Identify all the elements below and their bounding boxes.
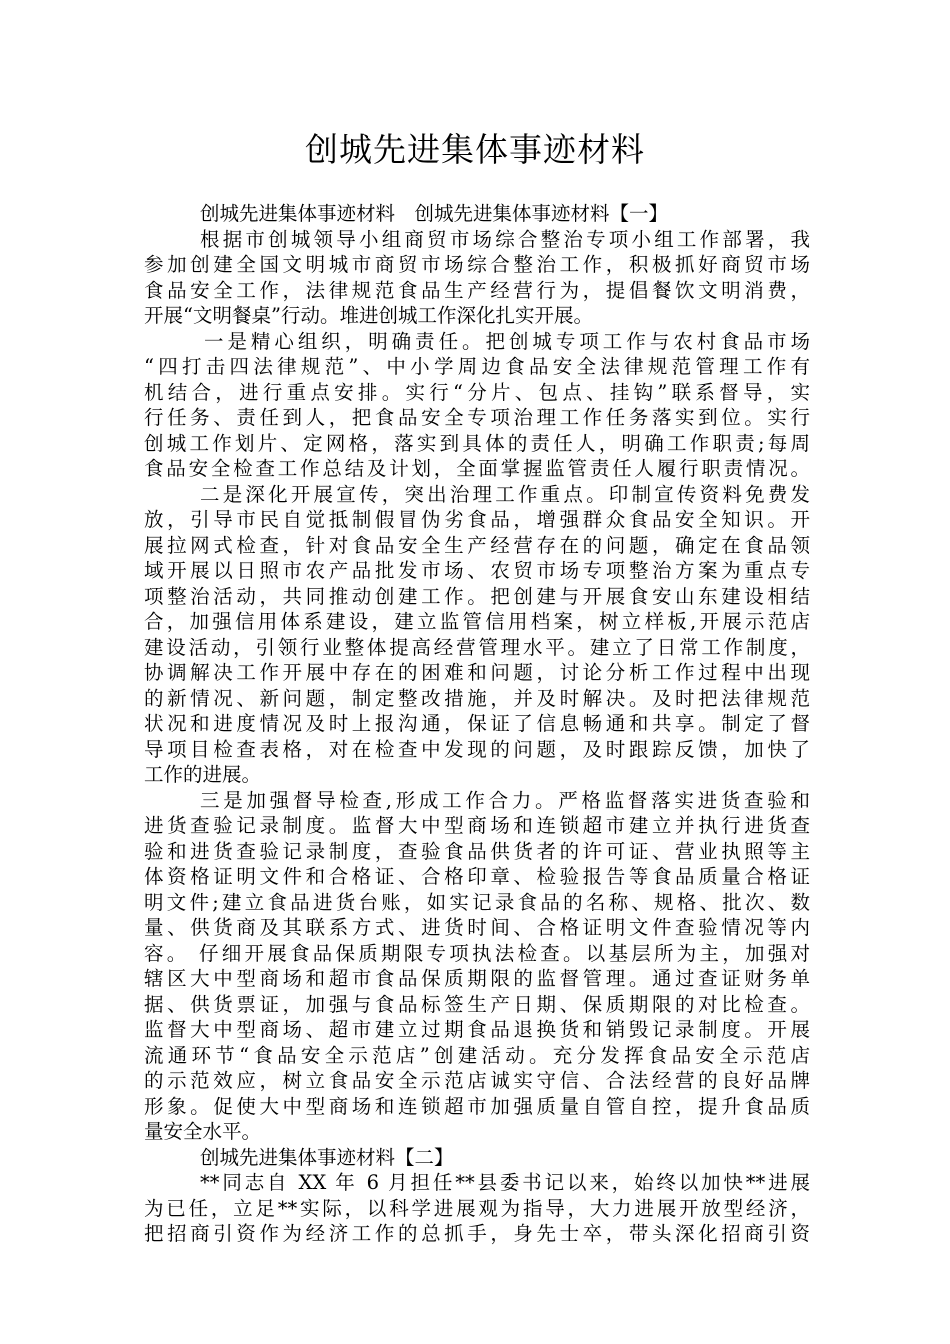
body-text-line: 量安全水平。 <box>144 1120 262 1143</box>
body-text-line: 根据市创城领导小组商贸市场综合整治专项小组工作部署，我 <box>200 227 810 251</box>
body-text-line: 进货查验记录制度。监督大中型商场和连锁超市建立并执行进货查 <box>144 814 810 837</box>
body-text-line: 开展“文明餐桌”行动。堆进创城工作深化扎实开展。 <box>144 304 593 327</box>
body-text-line: 食品安全工作，法律规范食品生产经营行为，提倡餐饮文明消费， <box>144 278 810 302</box>
body-text-line: 状况和进度情况及时上报沟通，保证了信息畅通和共享。制定了督 <box>144 712 810 735</box>
body-text-line: 据、供货票证，加强与食品标签生产日期、保质期限的对比检查。 <box>144 992 810 1016</box>
body-text-line: 行任务、责任到人，把食品安全专项治理工作任务落实到位。实行 <box>144 406 810 429</box>
body-text-line: 流通环节“食品安全示范店”创建活动。充分发挥食品安全示范店 <box>144 1043 810 1067</box>
document-title: 创城先进集体事迹材料 <box>305 130 645 169</box>
body-text-line: 容。 仔细开展食品保质期限专项执法检查。以基层所为主，加强对 <box>144 941 810 965</box>
body-text-line: 监督大中型商场、超市建立过期食品退换货和销毁记录制度。开展 <box>144 1018 810 1041</box>
body-text-line: 一是精心组织，明确责任。把创城专项工作与农村食品市场 <box>204 329 810 353</box>
body-text-line: 参加创建全国文明城市商贸市场综合整治工作，积极抓好商贸市场 <box>144 253 810 276</box>
body-text-line: “四打击四法律规范”、中小学周边食品安全法律规范管理工作有 <box>144 355 810 378</box>
body-text-line: 机结合，进行重点安排。实行“分片、包点、挂钩”联系督导，实 <box>144 380 810 404</box>
body-text-line: 的新情况、新问题，制定整改措施，并及时解决。及时把法律规范 <box>144 686 810 710</box>
body-text-line: 项整治活动，共同推动创建工作。把创建与开展食安山东建设相结 <box>144 584 810 608</box>
body-text-line: 食品安全检查工作总结及计划，全面掌握监管责任人履行职责情况。 <box>144 457 810 480</box>
body-text-line: 展拉网式检查，针对食品安全生产经营存在的问题，确定在食品领 <box>144 533 810 557</box>
body-text-line: 验和进货查验记录制度，查验食品供货者的许可证、营业执照等主 <box>144 839 810 863</box>
body-text-line: 创城先进集体事迹材料【二】 <box>200 1145 454 1169</box>
body-text-line: 创城工作划片、定网格，落实到具体的责任人，明确工作职责;每周 <box>144 431 810 455</box>
body-text-line: 把招商引资作为经济工作的总抓手，身先士卒，带头深化招商引资 <box>144 1222 810 1245</box>
body-text-line: 合，加强信用体系建设，建立监管信用档案，树立样板,开展示范店 <box>144 610 810 633</box>
body-text-line: 导项目检查表格，对在检查中发现的问题，及时跟踪反馈，加快了 <box>144 737 810 761</box>
body-text-line: 协调解决工作开展中存在的困难和问题，讨论分析工作过程中出现 <box>144 661 810 684</box>
body-text-line: 三是加强督导检查,形成工作合力。严格监督落实进货查验和 <box>200 788 810 812</box>
body-text-line: **同志自 XX 年 6 月担任**县委书记以来，始终以加快**进展 <box>200 1171 810 1194</box>
body-text-line: 放，引导市民自觉抵制假冒伪劣食品，增强群众食品安全知识。开 <box>144 508 810 531</box>
body-text-line: 工作的进展。 <box>144 763 262 786</box>
body-text-line: 的示范效应，树立食品安全示范店诚实守信、合法经营的良好品牌 <box>144 1069 810 1092</box>
body-text-line: 建设活动，引领行业整体提高经营管理水平。建立了日常工作制度， <box>144 635 810 659</box>
body-text-line: 辖区大中型商场和超市食品保质期限的监督管理。通过查证财务单 <box>144 967 810 990</box>
body-text-line: 域开展以日照市农产品批发市场、农贸市场专项整治方案为重点专 <box>144 559 810 582</box>
body-text-line: 为已任，立足**实际，以科学进展观为指导，大力进展开放型经济， <box>144 1196 810 1220</box>
document-body <box>144 201 810 1247</box>
body-text-line: 二是深化开展宣传，突出治理工作重点。印制宣传资料免费发 <box>200 482 810 506</box>
body-text-line: 形象。促使大中型商场和连锁超市加强质量自管自控，提升食品质 <box>144 1094 810 1118</box>
body-text-line: 创城先进集体事迹材料 创城先进集体事迹材料【一】 <box>200 202 669 225</box>
body-text-line: 量、供货商及其联系方式、进货时间、合格证明文件查验情况等内 <box>144 916 810 939</box>
body-text-line: 明文件;建立食品进货台账，如实记录食品的名称、规格、批次、数 <box>144 890 810 914</box>
body-text-line: 体资格证明文件和合格证、合格印章、检验报告等食品质量合格证 <box>144 865 810 888</box>
